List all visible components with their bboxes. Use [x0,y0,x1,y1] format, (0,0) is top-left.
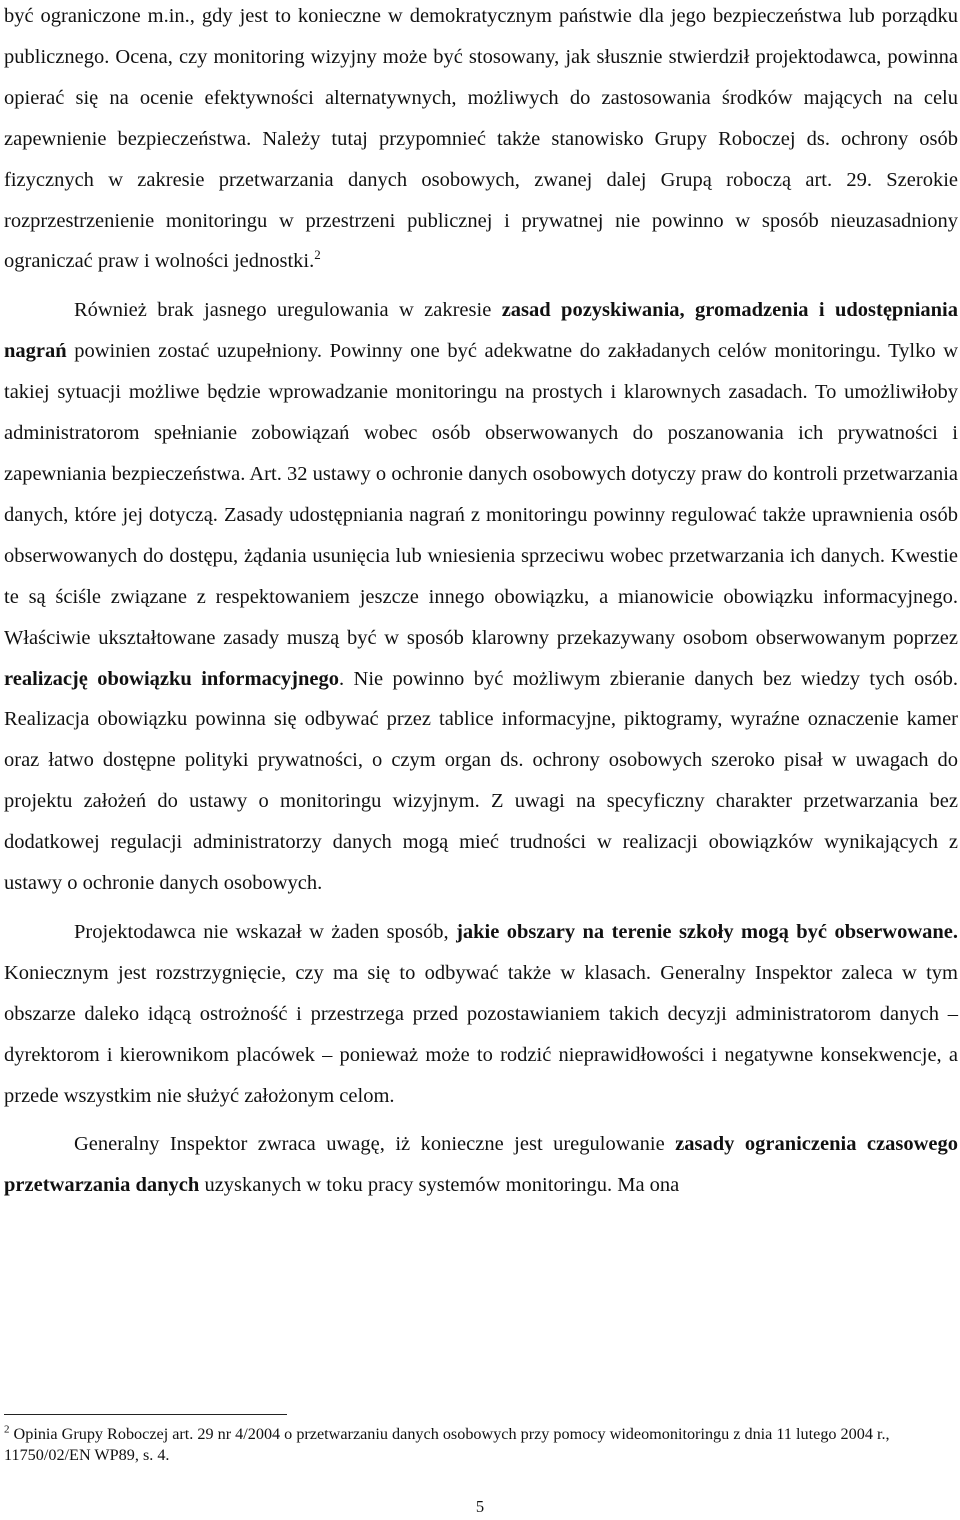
paragraph-4 [4,1124,958,1206]
bold-emphasis: jakie obszary na terenie szkoły mogą być obserwowane. [456,920,958,943]
paragraph-3 [4,912,958,1117]
paragraph-text: Koniecznym jest rozstrzygnięcie, czy ma się to odbywać także w klasach. Generalny Inspektor zaleca w tym obszarze daleko idącą ostrożność i przestrzega przed pozostawianiem takich decyzji administratorom danych – dyrektorom i kierownikom placówek – ponieważ może to rodzić nieprawidłowości i negatywne konsekwencje, a przede wszystkim nie służyć założonym celom. [4,961,958,1107]
bold-emphasis: zasad pozyskiwania, gromadzenia i udostępniania nagrań [4,299,959,363]
footnote [4,1424,954,1466]
paragraph-text: Również brak jasnego uregulowania w zakresie [74,299,502,322]
page-number: 5 [475,1497,485,1516]
paragraph-2 [4,290,958,904]
footnote-text: Opinia Grupy Roboczej art. 29 nr 4/2004 o przetwarzaniu danych osobowych przy pomocy wideomonitoringu z dnia 11 lutego 2004 r., 11750/02/EN WP89, s. 4. [4,1425,890,1464]
document-body [4,0,958,1206]
footnote-reference[interactable]: 2 [314,247,321,263]
footnote-marker: 2 [4,1423,10,1436]
paragraph-text: być ograniczone m.in., gdy jest to konieczne w demokratycznym państwie dla jego bezpieczeństwa lub porządku publicznego. Ocena, czy monitoring wizyjny może być stosowany, jak słusznie stwierdził projektodawca, powinna opierać się na ocenie efektywności alternatywnych, możliwych do zastosowania środków mających na celu zapewnienie bezpieczeństwa. Należy tutaj przypomnieć także stanowisko Grupy Roboczej ds. ochrony osób fizycznych w zakresie przetwarzania danych osobowych, zwanej dalej Grupą roboczą art. 29. Szerokie rozprzestrzenienie monitoringu w przestrzeni publicznej i prywatnej nie powinno w sposób nieuzasadniony ograniczać praw i wolności jednostki. [4,5,958,273]
paragraph-text: Projektodawca nie wskazał w żaden sposób, [74,920,457,943]
paragraph-text: uzyskanych w toku pracy systemów monitoringu. Ma ona [199,1174,680,1197]
paragraph-1 [4,0,958,282]
bold-emphasis: realizację obowiązku informacyjnego [4,667,339,690]
paragraph-text: Generalny Inspektor zwraca uwagę, iż konieczne jest uregulowanie [74,1133,676,1156]
footnote-separator [4,1414,287,1415]
paragraph-text: powinien zostać uzupełniony. Powinny one być adekwatne do zakładanych celów monitoringu. Tylko w takiej sytuacji możliwe będzie wprowadzanie monitoringu na prostych i klarownych zasadach. To umożliwiłoby administratorom spełnianie zobowiązań wobec osób obserwowanych do poszanowania ich prywatności i zapewniania bezpieczeństwa. Art. 32 ustawy o ochronie danych osobowych dotyczy praw do kontroli przetwarzania danych, które jej dotyczą. Zasady udostępniania nagrań z monitoringu powinny regulować także uprawnienia osób obserwowanych do dostępu, żądania usunięcia lub wniesienia sprzeciwu wobec przetwarzania ich danych. Kwestie te są ściśle związane z respektowaniem jeszcze innego obowiązku, a mianowicie obowiązku informacyjnego. Właściwie ukształtowane zasady muszą być w sposób klarowny przekazywany osobom obserwowanym poprzez [4,340,958,649]
paragraph-text: . Nie powinno być możliwym zbieranie danych bez wiedzy tych osób. Realizacja obowiązku powinna się odbywać przez tablice informacyjne, piktogramy, wyraźne oznaczenie kamer oraz łatwo dostępne polityki prywatności, o czym organ ds. ochrony osobowych szeroko pisał w uwagach do projektu założeń do ustawy o monitoringu wizyjnym. Z uwagi na specyficzny charakter przetwarzania bez dodatkowej regulacji administratorzy danych mogą mieć trudności w realizacji obowiązków wynikających z ustawy o ochronie danych osobowych. [4,667,958,895]
bold-emphasis: zasady ograniczenia czasowego przetwarzania danych [4,1133,958,1197]
